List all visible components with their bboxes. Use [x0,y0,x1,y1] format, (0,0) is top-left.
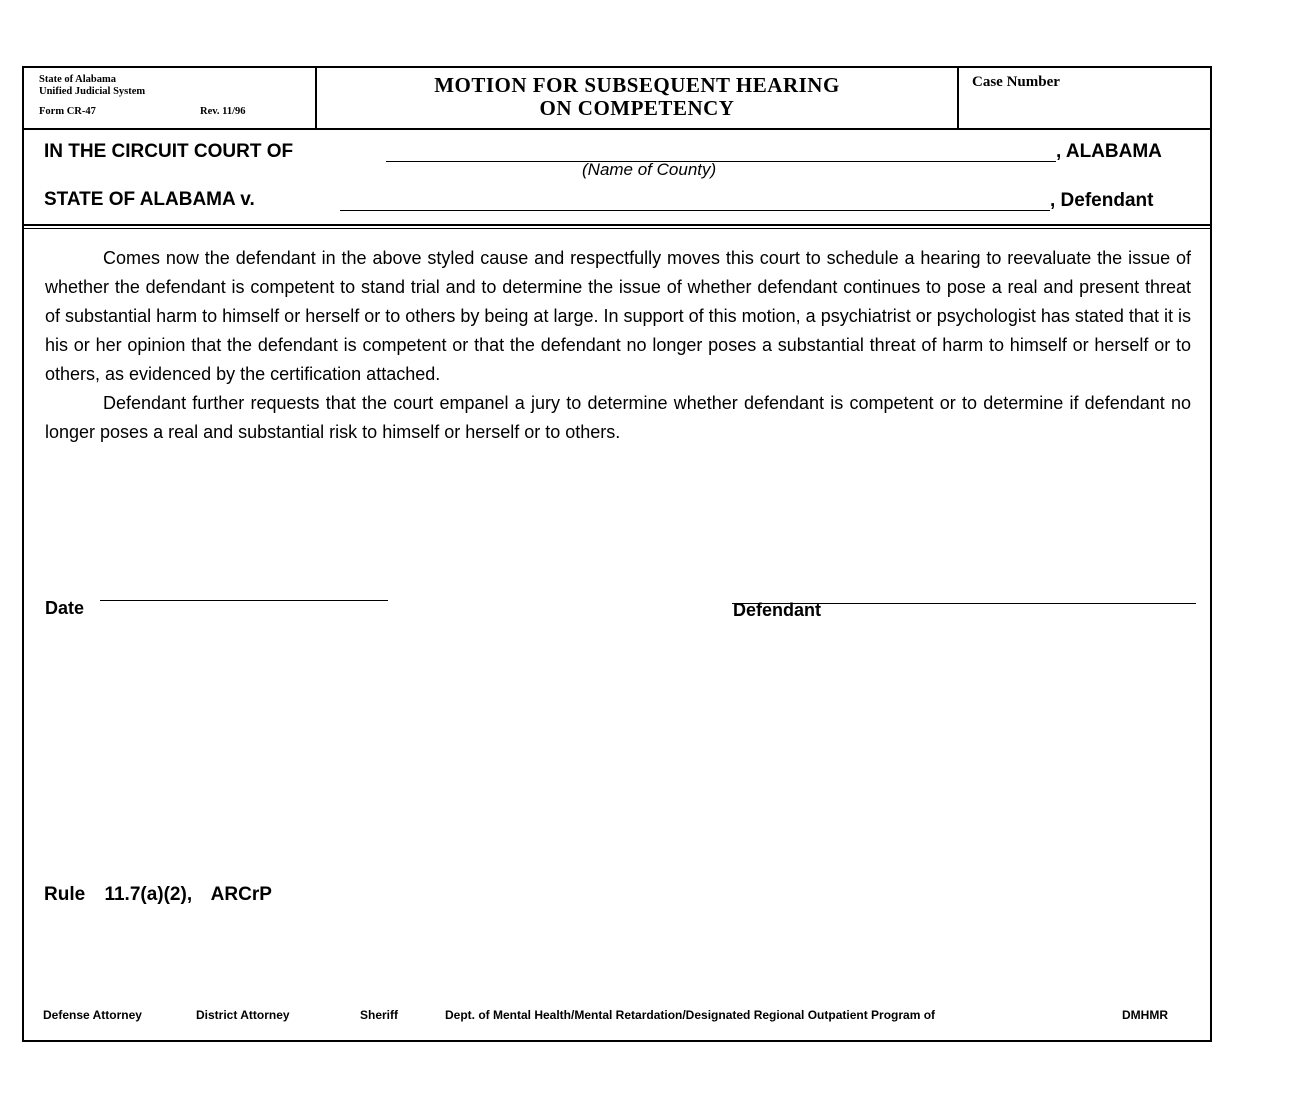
judicial-system: Unified Judicial System [39,86,146,97]
motion-paragraph-2: Defendant further requests that the court empanel a jury to determine whether defendant is competent or to determine if defendant no longer poses a real and substantial risk to himself or herself or to others. [45,393,1191,442]
date-signature-line[interactable] [100,600,388,601]
county-field[interactable] [386,161,1056,162]
court-caption [24,130,1210,224]
distribution-sheriff: Sheriff [360,1008,399,1022]
state-name: State of Alabama [39,74,116,85]
form-number: Form CR-47 [39,106,96,117]
form-header [24,68,1210,130]
circuit-court-label: IN THE CIRCUIT COURT OF [44,141,294,162]
motion-paragraph-1: Comes now the defendant in the above styled cause and respectfully moves this court to schedule a hearing to reevaluate the issue of whether the defendant is competent to stand trial and to determine the issue of whether defendant continues to pose a real and present threat of substantial harm to himself or herself or to others by being at large. In support of this motion, a psychiatrist or psychologist has stated that it is his or her opinion that the defendant is competent or that the defendant no longer poses a substantial threat of harm to himself or herself or to others, as evidenced by the certification attached. [45,248,1191,384]
defendant-suffix: , Defendant [1050,190,1154,211]
county-caption: (Name of County) [582,160,717,179]
distribution-dept-mental-health: Dept. of Mental Health/Mental Retardation/Designated Regional Outpatient Program of [445,1008,936,1022]
state-v-label: STATE OF ALABAMA v. [44,189,255,210]
defendant-signature-label: Defendant [733,600,822,620]
form-identification [24,68,317,128]
double-divider [24,224,1210,229]
distribution-district-attorney: District Attorney [196,1008,290,1022]
court-form [22,66,1212,1042]
form-title-line2: ON COMPETENCY [539,96,735,120]
motion-body [45,244,1191,447]
distribution-defense-attorney: Defense Attorney [43,1008,142,1022]
alabama-suffix: , ALABAMA [1056,141,1162,162]
rule-reference: Rule 11.7(a)(2), ARCrP [44,884,272,905]
form-title [317,68,959,128]
form-revision: Rev. 11/96 [200,106,246,117]
form-title-line1: MOTION FOR SUBSEQUENT HEARING [434,73,840,97]
case-number-field[interactable] [972,96,1202,122]
case-number-label: Case Number [972,74,1060,90]
defendant-name-field[interactable] [340,210,1050,211]
distribution-dmhmr: DMHMR [1122,1008,1168,1022]
date-label: Date [45,598,85,618]
